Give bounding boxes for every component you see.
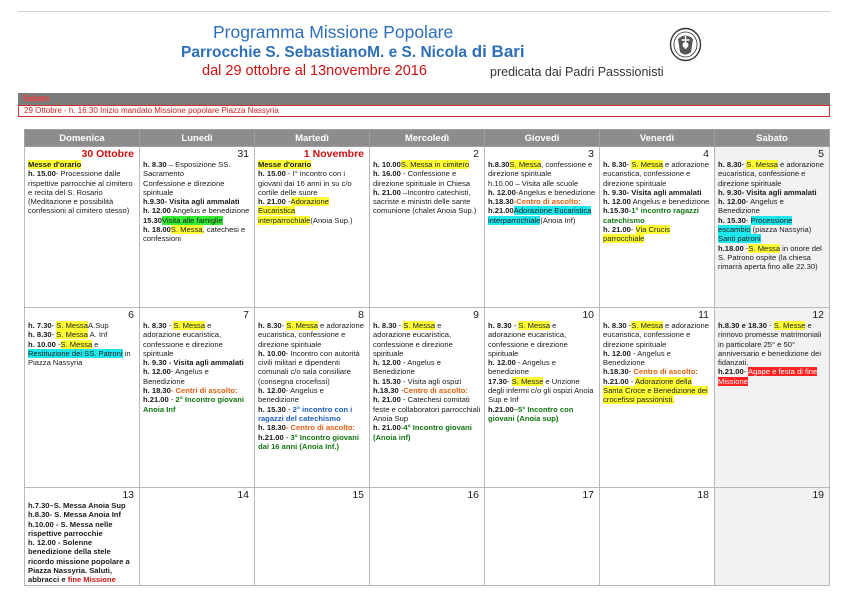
event-text: S. Messa (170, 225, 203, 235)
day-number: 4 (703, 148, 709, 160)
day-number: 6 (128, 309, 134, 321)
mission-calendar (24, 129, 830, 586)
event-text: h.8.30 (488, 160, 510, 169)
event-text: h. 12.00 (258, 386, 286, 396)
event-line (373, 386, 481, 395)
event-text: - Angelus e Benedizione (603, 348, 671, 368)
event-text: h. 8.30 (603, 160, 627, 169)
event-line (488, 321, 596, 358)
event-text: h. 8.30 (258, 321, 282, 330)
event-text: - (166, 321, 174, 330)
event-line (603, 160, 711, 188)
event-line (143, 358, 251, 367)
event-line (373, 321, 481, 358)
event-text: Angelus e benedizione (170, 206, 250, 216)
day-number: 1 Novembre (303, 148, 364, 160)
event-text: h. 12.00 - Solenne benedizione della stele ricordo missione popolare a Piazza Nassyria. Saluti, abbracci e (28, 538, 130, 585)
event-line (28, 510, 136, 519)
event-text: S. Messa (56, 321, 88, 330)
event-text: Agape e festa di fine Missione (718, 367, 818, 386)
event-line (488, 206, 596, 225)
day-cell (140, 308, 255, 488)
day-number: 17 (582, 489, 594, 501)
event-text: h. 8.30 (373, 321, 397, 330)
event-text: e adorazione eucaristica, confessione e direzione spirituale (603, 321, 709, 349)
event-text: - (396, 321, 404, 330)
event-text: h.21.00 (488, 206, 514, 216)
event-line (143, 179, 251, 198)
event-text: h. 15.00 (28, 169, 56, 179)
day-number: 13 (122, 489, 134, 501)
event-text: - Centri di ascolto: (170, 386, 238, 396)
event-line (258, 197, 366, 225)
event-text: - Angelus e benedizione (258, 386, 324, 405)
event-text: h. 9.30- Visita agli ammalati (718, 187, 817, 197)
event-text: Messe d'orario (258, 160, 312, 169)
day-cell (255, 147, 370, 308)
event-text: S. Messa in cimitero (400, 160, 470, 169)
event-text: h.21.00 (143, 395, 169, 405)
event-text: h.21.00 (488, 404, 514, 414)
pre-week-day-label: Sabato (18, 93, 830, 105)
weekday-header: Lunedì (140, 130, 255, 147)
event-text: h. 10.00 (373, 160, 401, 169)
event-line (258, 386, 366, 405)
day-cell (25, 147, 140, 308)
event-text: - (398, 386, 404, 396)
event-text: - (285, 197, 291, 207)
parishes-text: Parrocchie S. SebastianoM. e S. Nicola (181, 44, 467, 61)
event-text: - (285, 404, 293, 414)
day-number: 14 (237, 489, 249, 501)
day-cell (25, 308, 140, 488)
event-line (258, 160, 366, 169)
weekday-header-row (25, 130, 830, 147)
event-text: e adorazione eucaristica, confessione e direzione spirituale (603, 160, 709, 188)
event-text: - (51, 330, 57, 340)
event-line (258, 169, 366, 197)
event-text: e adorazione eucaristica, confessione e direzione spirituale (718, 160, 824, 188)
week-row (25, 308, 830, 488)
event-text: e adorazione eucaristica, confessione e direzione spirituale (488, 321, 568, 358)
day-cell (140, 147, 255, 308)
event-line (373, 188, 481, 216)
event-text: e Unzione degli infermi c/o gli ospizi Anoia Sup e Inf (488, 376, 594, 405)
event-line (718, 321, 826, 367)
event-text: S. Messa (631, 321, 663, 330)
event-text: h.18.00 (718, 243, 744, 253)
event-line (143, 367, 251, 386)
event-text: Angelus e benedizione (630, 197, 710, 207)
event-text: - Confessione e direzione spirituale in Chiesa (373, 169, 471, 188)
event-text: fine Missione (67, 575, 116, 585)
event-text: S. Messa (173, 321, 206, 330)
event-line (373, 358, 481, 377)
event-text: S. Messa (631, 160, 663, 169)
event-text: h. 18.00 (143, 225, 171, 235)
event-line (143, 216, 251, 225)
event-text: - (630, 225, 636, 235)
event-line (603, 206, 711, 225)
event-text: h.21.00 (718, 367, 744, 377)
event-text: - Visita agli ospizi (400, 376, 462, 386)
day-number: 2 (473, 148, 479, 160)
event-text: h. 7.30 (28, 321, 52, 330)
event-text: Centro di ascolto: (403, 386, 468, 396)
event-line (603, 349, 711, 368)
event-text: h.21.00 (258, 432, 284, 442)
event-text: h. 12.00 (488, 187, 516, 197)
day-cell (370, 147, 485, 308)
day-number: 19 (812, 489, 824, 501)
day-cell (255, 488, 370, 586)
event-text: - (743, 367, 748, 377)
event-text: S. Messa (509, 160, 542, 169)
day-number: 9 (473, 309, 479, 321)
day-cell (370, 488, 485, 586)
event-text: - (626, 321, 632, 330)
event-text: h. 12.00 (603, 197, 631, 207)
page-title: Programma Missione Popolare (213, 22, 454, 42)
day-cell (255, 308, 370, 488)
weekday-header: Giovedì (485, 130, 600, 147)
event-text: h. 18.30 (258, 423, 286, 433)
event-line (143, 160, 251, 179)
event-text: - (281, 321, 287, 330)
event-line (28, 330, 136, 339)
weekday-header: Venerdì (600, 130, 715, 147)
event-text: h. 16.00 (373, 169, 401, 179)
event-text: - Incontro con autorità civili militari e dipendenti comunali c/o sala consiliare (consegna crocefissi) (258, 348, 360, 386)
event-line (718, 367, 826, 386)
day-number: 18 (697, 489, 709, 501)
event-line (28, 169, 136, 215)
event-text: h. 21.00 (373, 423, 401, 433)
event-line (373, 160, 481, 169)
top-rule (18, 11, 830, 12)
city-text: di Bari (467, 42, 525, 61)
event-text: h. 15.30 (258, 404, 286, 414)
event-line (718, 216, 826, 244)
day-cell (485, 308, 600, 488)
event-text: – Esposizione SS. Sacramento (143, 160, 231, 179)
event-text: (Anoia Sup.) (310, 215, 353, 225)
event-text: h.18.30 (373, 386, 399, 396)
day-number: 3 (588, 148, 594, 160)
event-text: h.15.30 (603, 206, 629, 216)
event-text: Adorazione della Santa Croce e Benedizione dei crocefissi passionisti. (603, 376, 708, 405)
event-line (258, 349, 366, 386)
event-text: Processione escambio (718, 215, 793, 235)
event-text: in Piazza Nassyria (28, 348, 131, 368)
day-number: 7 (243, 309, 249, 321)
day-cell (715, 488, 830, 586)
event-text: Via Crucis parrocchiale (603, 225, 670, 244)
event-text: h. 21.00 (603, 225, 631, 235)
event-text: -1° incontro ragazzi catechismo (603, 206, 699, 225)
day-number: 31 (237, 148, 249, 160)
event-text: - (55, 339, 61, 349)
day-cell (485, 488, 600, 586)
event-text: h. 12.00 (603, 348, 631, 358)
event-text: (piazza Nassyria) (750, 225, 812, 235)
event-line (28, 538, 136, 584)
event-text: S. Messa (746, 160, 778, 169)
event-text: , confessione e direzione spirituale (488, 160, 593, 179)
event-text: 15.30 (143, 215, 163, 225)
event-text: - (745, 215, 751, 225)
event-text: Messe d'orario (28, 160, 82, 169)
day-cell (600, 147, 715, 308)
event-text: 17.30 (488, 376, 508, 386)
event-text: (Anoia Inf) (540, 215, 576, 225)
event-line (488, 358, 596, 377)
event-text: h. 15.30 (373, 376, 401, 386)
day-cell (370, 308, 485, 488)
event-text: h.8.30- S. Messa Anoia Inf (28, 510, 121, 520)
event-text: - (507, 376, 512, 386)
event-text: h. 12.00 (143, 367, 171, 377)
event-text: h. 21.00 (373, 395, 401, 405)
event-text: 2° incontro con i ragazzi del catechismo (258, 404, 353, 423)
event-text: - (628, 376, 636, 386)
day-number: 30 Ottobre (81, 148, 134, 160)
event-text: h. 8.30 (143, 321, 167, 330)
weekday-header: Domenica (25, 130, 140, 147)
date-range: dal 29 ottobre al 13novembre 2016 (202, 63, 427, 79)
event-line (488, 197, 596, 206)
week-row (25, 147, 830, 308)
day-cell (600, 308, 715, 488)
event-text: h. 21.00 (258, 197, 286, 207)
preached-by: predicata dai Padri Passsionisti (490, 65, 664, 79)
event-text: S. Messa (60, 339, 93, 349)
event-line (718, 188, 826, 197)
event-line (603, 225, 711, 244)
event-text: S. Messe (773, 321, 806, 330)
event-text: Visita alle famiglie (162, 215, 223, 225)
event-text: h. 8.30 (488, 321, 512, 330)
event-text: h. 9.30- Visita agli ammalati (603, 187, 702, 197)
event-text: –5° Incontro con giovani (Anoia sup) (488, 404, 574, 423)
event-text: Restituzione dei SS. Patroni (28, 348, 123, 358)
event-text: S. Messe (511, 376, 544, 386)
day-number: 11 (698, 309, 709, 321)
event-text: h. 10.00 (28, 339, 56, 349)
day-cell (140, 488, 255, 586)
event-line (373, 395, 481, 423)
event-line (258, 433, 366, 452)
event-text: e adorazione eucaristica, confessione e direzione spirituale (373, 321, 453, 358)
day-cell (25, 488, 140, 586)
event-text: e adorazione eucaristica, confessione e direzione spirituale (258, 321, 364, 349)
event-line (143, 197, 251, 206)
event-text: h. 9.30 - Visita agli ammalati (143, 358, 244, 368)
event-line (603, 321, 711, 349)
event-text: - I° incontro con i giovani dai 16 anni in su c/o cortile delle suore (258, 169, 352, 197)
event-text: h. 12.00 (718, 197, 746, 207)
weekday-header: Sabato (715, 130, 830, 147)
event-text: h. 10.00 (258, 348, 286, 358)
event-text: - (743, 243, 749, 253)
event-text: - (741, 160, 747, 169)
event-text: -Angelus e benedizione (515, 187, 596, 197)
event-text: h. 12.00 (373, 358, 401, 368)
event-text: - Centro di ascolto: (285, 423, 356, 433)
event-line (28, 520, 136, 539)
event-text: - (51, 321, 57, 330)
event-text: Adorazione Eucaristica interparrochiale (258, 197, 329, 225)
event-text: e (92, 339, 99, 349)
calendar-body (25, 147, 830, 586)
event-line (488, 188, 596, 197)
event-line (603, 188, 711, 197)
event-text: h.7.30–S. Messa Anoia Sup (28, 501, 126, 510)
event-line (258, 405, 366, 424)
event-text: S. Messa (403, 321, 436, 330)
document-header (0, 18, 850, 84)
event-text: h.18.30 (603, 367, 629, 377)
event-text: - (511, 321, 519, 330)
event-line (143, 395, 251, 414)
event-text: -Centro di ascolto: (513, 197, 581, 207)
day-number: 16 (467, 489, 479, 501)
event-text: - (283, 432, 291, 442)
event-line (373, 169, 481, 188)
event-text: h. 12.00 (143, 206, 171, 216)
event-text: S. Messa (518, 321, 551, 330)
pre-week-event: 29 Ottobre - h. 16.30 Inizio mandato Missione popolare Piazza Nassyria (18, 105, 830, 117)
day-number: 12 (812, 309, 824, 321)
event-text: - (766, 321, 774, 330)
event-text: Centro di ascolto: (633, 367, 698, 377)
event-text: - (628, 367, 634, 377)
event-line (143, 321, 251, 358)
event-text: - Angelus e Benedizione (718, 197, 784, 216)
day-cell (600, 488, 715, 586)
event-text: - Angelus e Benedizione (143, 367, 209, 386)
event-text: S. Messa (286, 321, 318, 330)
event-line (488, 179, 596, 188)
event-line (258, 321, 366, 349)
event-text: - Processione dalle rispettive parrocchie al cimitero e recita del S. Rosario (Meditazione e possibilità confessioni al cimitero stesso) (28, 169, 133, 216)
event-text: in onore del S. Patrono ospite (la chiesa rimarrà aperta fino alle 22.30) (718, 243, 822, 272)
day-number: 5 (818, 148, 824, 160)
parishes-subtitle (181, 42, 525, 62)
event-text: h. 8.30 (603, 321, 627, 330)
event-text: –Incontro catechisti, sacriste e ministri delle sante comunione (chalet Anoia Sup.) (373, 187, 477, 216)
day-number: 10 (582, 309, 594, 321)
event-text: S. Messa (748, 243, 781, 253)
event-line (488, 377, 596, 405)
event-line (718, 244, 826, 272)
event-text: h. 12.00 (488, 358, 516, 368)
event-text: h.10.00 - S. Messa nelle rispettive parrocchie (28, 519, 113, 538)
event-text: h. 21.00 (373, 187, 401, 197)
event-text: h.10.00 – Visita alle scuole (488, 178, 579, 188)
event-text: h. 15.00 (258, 169, 286, 179)
event-text: A. Inf (87, 330, 108, 340)
event-line (143, 225, 251, 244)
event-text: - (168, 395, 176, 405)
day-cell (715, 147, 830, 308)
event-text: h.9.30- Visita agli ammalati (143, 197, 240, 207)
event-line (718, 197, 826, 216)
event-text: - (626, 160, 632, 169)
event-line (28, 340, 136, 368)
event-text: h. 8.30 (718, 160, 742, 169)
event-line (488, 160, 596, 179)
event-line (28, 501, 136, 510)
event-text: h. 8.30 (143, 160, 167, 169)
event-text: , catechesi e confessioni (143, 225, 246, 244)
event-line (488, 405, 596, 424)
event-line (603, 197, 711, 206)
event-text: - Catechesi comitati feste e collaboratori parrocchiali Anoia Sup (373, 395, 481, 423)
weekday-header: Mercoledì (370, 130, 485, 147)
day-number: 15 (352, 489, 364, 501)
weekday-header: Martedì (255, 130, 370, 147)
event-text: e rinnovo promesse matrimoniali in particolare 25° e 50° anniversario e benedizione dei fidanzati. (718, 321, 822, 368)
passionist-seal-icon (669, 27, 702, 62)
event-text: - Angelus e Benedizione (373, 358, 441, 377)
event-text: e adorazione eucaristica, confessione e direzione spirituale (143, 321, 223, 358)
event-line (373, 377, 481, 386)
event-line (603, 367, 711, 376)
week-row (25, 488, 830, 586)
event-text: h.8.30 e 18.30 (718, 321, 767, 330)
event-line (718, 160, 826, 188)
event-line (373, 423, 481, 442)
event-line (143, 386, 251, 395)
event-text: -4° Incontro giovani (Anoia inf) (373, 423, 472, 442)
event-text: h. 15.30 (718, 215, 746, 225)
event-text: Adorazione Eucaristica interparrochiale (488, 206, 592, 225)
event-text: 2° Incontro giovani Anoia Inf (143, 395, 244, 414)
day-cell (715, 308, 830, 488)
day-cell (485, 147, 600, 308)
event-line (143, 206, 251, 215)
event-text: h. 18.30 (143, 386, 171, 396)
event-text: S. Messa (56, 330, 88, 340)
event-text: h.21.00 (603, 376, 629, 386)
event-line (28, 321, 136, 330)
event-text: A.Sup (87, 321, 109, 330)
day-number: 8 (358, 309, 364, 321)
event-text: h. 8.30 (28, 330, 52, 340)
event-text: h.18.30 (488, 197, 514, 207)
event-line (603, 377, 711, 405)
event-text: Santi patroni (718, 234, 761, 244)
event-text: Confessione e direzione spirituale (143, 178, 225, 197)
event-line (28, 160, 136, 169)
event-line (258, 423, 366, 432)
event-text: 3° Incontro giovani dai 16 anni (Anoia Inf.) (258, 432, 359, 451)
event-text: - Angelus e benedizione (488, 358, 556, 377)
